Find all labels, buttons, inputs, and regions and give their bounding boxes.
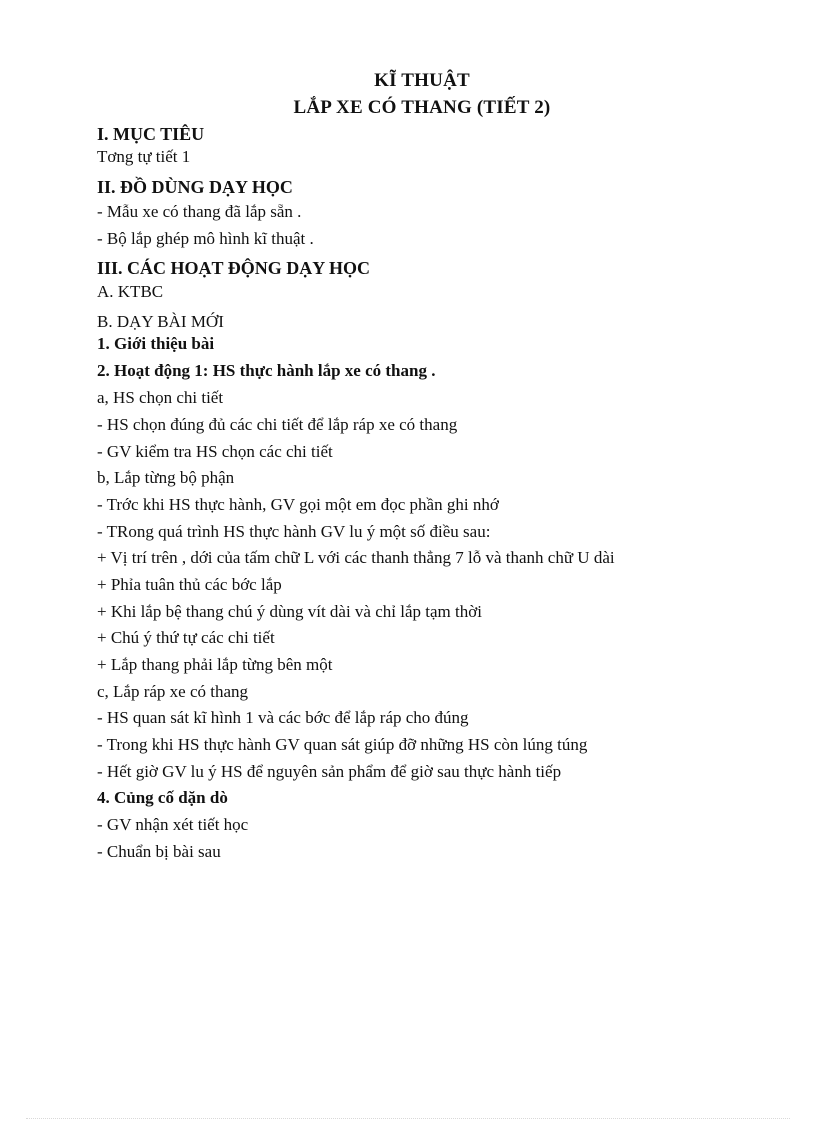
document-subtitle: LẮP XE CÓ THANG (TIẾT 2) (293, 97, 551, 118)
list-item: b, Lắp từng bộ phận (97, 468, 235, 487)
list-item: - GV nhận xét tiết học (97, 815, 249, 834)
step-heading: 2. Hoạt động 1: HS thực hành lắp xe có thang . (97, 361, 436, 380)
document-title: KĨ THUẬT (374, 70, 470, 91)
section-heading-activities: III. CÁC HOẠT ĐỘNG DẠY HỌC (97, 258, 371, 278)
list-item: - HS chọn đúng đủ các chi tiết để lắp ráp xe có thang (97, 415, 458, 434)
list-item: - Chuẩn bị bài sau (97, 842, 221, 861)
materials-item: - Bộ lắp ghép mô hình kĩ thuật . (97, 229, 314, 248)
list-item: + Vị trí trên , dới của tấm chữ L với các thanh thẳng 7 lỗ và thanh chữ U dài (97, 548, 615, 567)
list-item: - Hết giờ GV lu ý HS để nguyên sản phẩm để giờ sau thực hành tiếp (97, 762, 562, 781)
step-heading: 1. Giới thiệu bài (97, 334, 215, 353)
list-item: - Trớc khi HS thực hành, GV gọi một em đọc phần ghi nhớ (97, 495, 499, 514)
list-item: + Phỉa tuân thủ các bớc lắp (97, 575, 282, 594)
section-heading-objectives: I. MỤC TIÊU (97, 124, 205, 144)
objectives-text: Tơng tự tiết 1 (97, 147, 191, 166)
list-item: a, HS chọn chi tiết (97, 388, 224, 407)
list-item: - GV kiểm tra HS chọn các chi tiết (97, 442, 333, 461)
list-item: c, Lắp ráp xe có thang (97, 682, 249, 701)
list-item: - Trong khi HS thực hành GV quan sát giúp đỡ những HS còn lúng túng (97, 735, 588, 754)
list-item: - HS quan sát kĩ hình 1 và các bớc để lắp ráp cho đúng (97, 708, 469, 727)
list-item: + Chú ý thứ tự các chi tiết (97, 628, 275, 647)
section-heading-materials: II. ĐỒ DÙNG DẠY HỌC (97, 177, 293, 197)
subsection-heading: B. DẠY BÀI MỚI (97, 312, 224, 331)
materials-item: - Mẫu xe có thang đã lắp sẵn . (97, 202, 302, 221)
list-item: - TRong quá trình HS thực hành GV lu ý một số điều sau: (97, 522, 491, 541)
list-item: + Lắp thang phải lắp từng bên một (97, 655, 333, 674)
step-heading: 4. Củng cố dặn dò (97, 788, 228, 807)
list-item: + Khi lắp bệ thang chú ý dùng vít dài và chỉ lắp tạm thời (97, 602, 482, 621)
subsection-heading: A. KTBC (97, 282, 164, 301)
page-bottom-divider (26, 1118, 790, 1119)
